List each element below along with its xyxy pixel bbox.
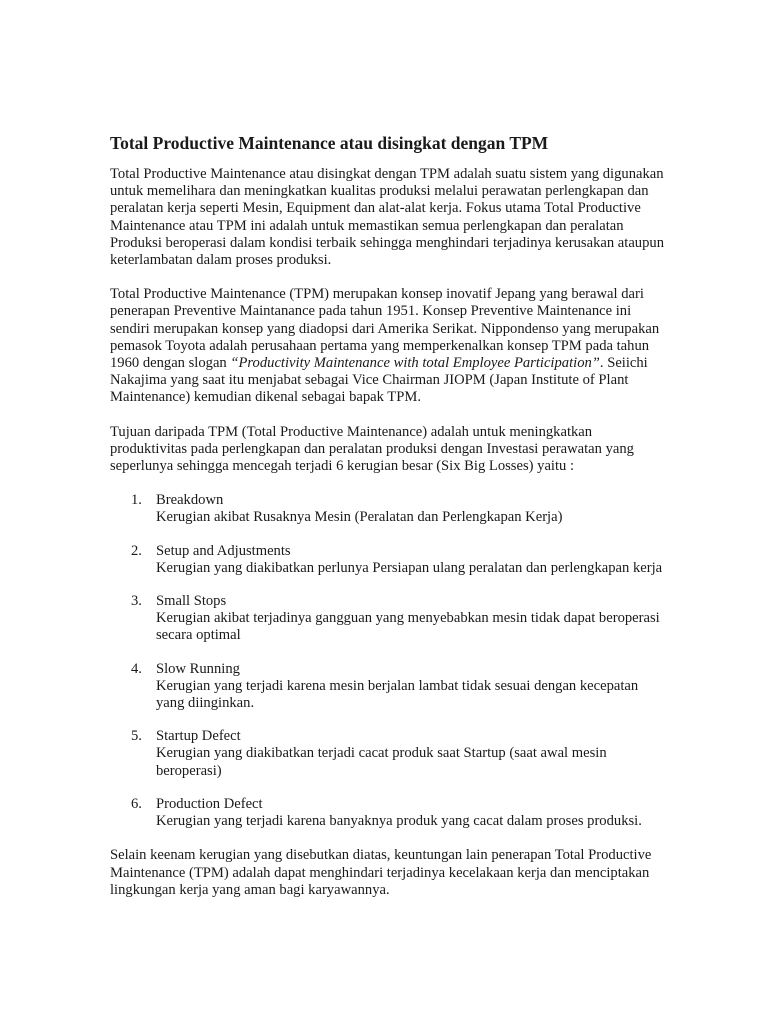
list-item <box>110 661 670 713</box>
history-paragraph <box>110 286 670 406</box>
history-text-start: Total Productive Maintenance (TPM) merupakan konsep inovatif Jepang yang berawal dari penerapan Preventive Maintanance pada tahun 1951. Konsep Preventive Maintenance ini sendiri merupakan konsep yang diadopsi dari Amerika Serikat. Nippondenso yang merupakan pemasok Toyota adalah perusahaan pertama yang memperkenalkan konsep TPM pada tahun 1960 dengan slogan <box>110 286 660 372</box>
list-item <box>110 728 670 780</box>
list-item-description: Kerugian yang diakibatkan perlunya Persiapan ulang peralatan dan perlengkapan kerja <box>156 559 663 576</box>
list-item <box>110 492 670 526</box>
list-item-number: 4. <box>131 660 142 677</box>
list-item-title: Slow Running <box>156 660 240 677</box>
list-item-description: Kerugian yang terjadi karena mesin berjalan lambat tidak sesuai dengan kecepatan yang diinginkan. <box>156 677 639 712</box>
list-item-description: Kerugian akibat Rusaknya Mesin (Peralatan dan Perlengkapan Kerja) <box>156 509 563 526</box>
list-item-description: Kerugian yang terjadi karena banyaknya produk yang cacat dalam proses produksi. <box>156 813 642 830</box>
closing-paragraph: Selain keenam kerugian yang disebutkan diatas, keuntungan lain penerapan Total Productive Maintenance (TPM) adalah dapat menghindari terjadinya kecelakaan kerja dan menciptakan lingkungan kerja yang aman bagi karyawannya. <box>110 847 652 898</box>
list-item-description: Kerugian yang diakibatkan terjadi cacat produk saat Startup (saat awal mesin beroperasi) <box>156 745 607 779</box>
list-item <box>110 796 670 830</box>
list-item-number: 1. <box>131 492 142 509</box>
list-item-number: 5. <box>131 728 142 745</box>
list-item-title: Small Stops <box>156 593 227 610</box>
slogan-text: “Productivity Maintenance with total Employee Participation” <box>230 355 600 372</box>
list-item-description: Kerugian akibat terjadinya gangguan yang menyebabkan mesin tidak dapat beroperasi secara optimal <box>156 610 660 644</box>
list-item-title: Production Defect <box>156 795 263 812</box>
page-title: Total Productive Maintenance atau disingkat dengan TPM <box>110 133 549 153</box>
list-item <box>110 593 670 645</box>
list-item-number: 3. <box>131 593 142 610</box>
objective-paragraph: Tujuan daripada TPM (Total Productive Maintenance) adalah untuk meningkatkan produktivitas pada perlengkapan dan peralatan produksi dengan Investasi perawatan yang seperlunya sehingga mencegah terjadi 6 kerugian besar (Six Big Losses) yaitu : <box>110 423 634 475</box>
intro-paragraph: Total Productive Maintenance atau disingkat dengan TPM adalah suatu sistem yang digunakan untuk memelihara dan meningkatkan kualitas produksi melalui perawatan perlengkapan dan peralatan kerja seperti Mesin, Equipment dan alat-alat kerja. Fokus utama Total Productive Maintenance atau TPM ini adalah untuk memastikan semua perlengkapan dan peralatan Produksi beroperasi dalam kondisi terbaik sehingga menghindari terjadinya kerusakan ataupun keterlambatan dalam proses produksi. <box>110 166 664 269</box>
history-text-end: . Seiichi Nakajima yang saat itu menjabat sebagai Vice Chairman JIOPM (Japan Institute of Plant Maintenance) kemudian dikenal sebagai bapak TPM. <box>110 355 648 406</box>
six-big-losses-list <box>110 492 670 830</box>
list-item <box>110 543 670 577</box>
list-item-title: Breakdown <box>156 492 224 509</box>
list-item-number: 2. <box>131 542 142 559</box>
list-item-title: Setup and Adjustments <box>156 542 291 559</box>
list-item-number: 6. <box>131 795 142 812</box>
document-page <box>110 133 670 916</box>
list-item-title: Startup Defect <box>156 728 241 745</box>
